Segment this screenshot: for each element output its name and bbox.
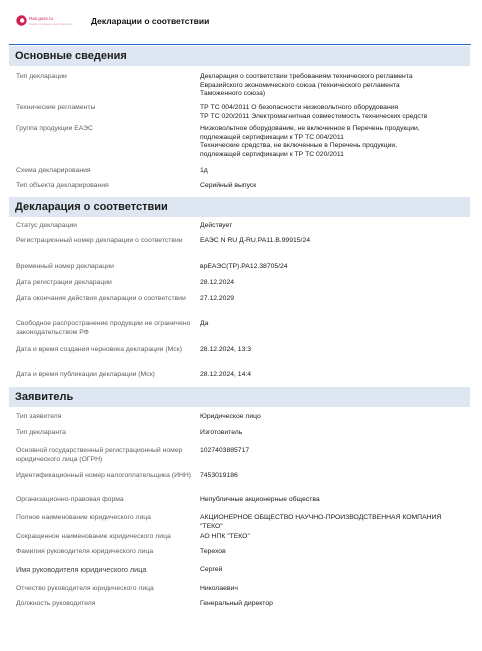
value-line: АО НПК "ТЕКО" xyxy=(200,533,250,540)
value-line: ТР ТС 004/2011 О безопасности низковольтного оборудования xyxy=(200,104,399,111)
field-value xyxy=(200,104,462,121)
field-label: Технические регламенты xyxy=(16,104,96,111)
value-line: 28.12.2024 xyxy=(200,279,235,286)
value-line: Декларация о соответствии требованиям технического регламента xyxy=(200,73,413,80)
value-line: Изготовитель xyxy=(200,429,243,436)
value-line: Технические средства, не включенные в Перечень продукции, xyxy=(200,142,398,150)
field-label: Тип декларации xyxy=(16,73,67,80)
field-value xyxy=(200,346,462,355)
header-divider xyxy=(9,44,471,45)
field-label: Сокращенное наименование юридического лица xyxy=(16,533,171,540)
field-value xyxy=(200,429,462,438)
value-line: Евразийского экономического союза (технического регламента xyxy=(200,81,400,89)
field-value xyxy=(200,279,462,288)
field-value xyxy=(200,472,462,481)
field-label: Должность руководителя xyxy=(16,600,96,607)
logo[interactable] xyxy=(16,15,80,37)
field-label: Схема декларирования xyxy=(16,167,91,174)
field-value xyxy=(200,514,462,531)
value-line: 7453019186 xyxy=(200,472,238,479)
value-line: "ТЕКО" xyxy=(200,522,223,530)
field-label: Тип объекта декларирования xyxy=(16,182,109,189)
field-label: Свободное распространение продукции не ограничено законодательством РФ xyxy=(16,320,191,336)
field-label: Дата регистрации декларации xyxy=(16,279,112,286)
field-label: Дата и время создания черновика декларации (Мск) xyxy=(16,346,182,353)
field-value xyxy=(200,600,462,609)
field-value xyxy=(200,413,462,422)
value-line: Юридическое лицо xyxy=(200,413,261,420)
value-line: Непубличные акционерные общества xyxy=(200,496,320,503)
field-label: Статус декларации xyxy=(16,222,77,229)
value-line: АКЦИОНЕРНОЕ ОБЩЕСТВО НАУЧНО-ПРОИЗВОДСТВЕННАЯ КОМПАНИЯ xyxy=(200,514,442,521)
field-label: Идентификационный номер налогоплательщика (ИНН) xyxy=(16,472,192,479)
logo-subtitle: сервис проверки сертификатов xyxy=(29,22,73,26)
field-value xyxy=(200,585,462,594)
header xyxy=(0,0,482,44)
field-label: Имя руководителя юридического лица xyxy=(16,565,147,574)
value-line: Николаевич xyxy=(200,585,238,592)
value-line: Серийный выпуск xyxy=(200,182,257,189)
field-label: Дата окончания действия декларации о соответствии xyxy=(16,295,186,302)
section-header-main-info: Основные сведения xyxy=(9,46,470,66)
field-value xyxy=(200,496,462,505)
field-label: Организационно-правовая форма xyxy=(16,496,124,503)
value-line: врЕАЭС(ТР).РА12.38705/24 xyxy=(200,263,288,270)
field-label: Отчество руководителя юридического лица xyxy=(16,585,154,592)
field-value xyxy=(200,237,462,246)
logo-icon xyxy=(16,15,27,26)
value-line: Действует xyxy=(200,222,233,229)
field-value xyxy=(200,263,462,272)
field-value xyxy=(200,73,462,99)
value-line: подлежащей сертификации к ТР ТС 004/2011 xyxy=(200,133,344,141)
value-line: Терехов xyxy=(200,548,226,555)
field-value xyxy=(200,167,462,176)
field-label: Основной государственный регистрационный номер юридического лица (ОГРН) xyxy=(16,447,183,463)
logo-text: Ras.goss.ru xyxy=(29,16,54,21)
field-value xyxy=(200,447,462,456)
page-title: Декларации о соответствии xyxy=(91,16,210,26)
value-line: Генеральный директор xyxy=(200,600,273,607)
value-line: 1д xyxy=(200,167,208,174)
field-label: Фамилия руководителя юридического лица xyxy=(16,548,154,555)
section-header-applicant: Заявитель xyxy=(9,387,470,407)
field-value xyxy=(200,566,462,575)
field-label: Тип декларанта xyxy=(16,429,66,436)
field-value xyxy=(200,320,462,329)
value-line: ТР ТС 020/2011 Электромагнитная совместимость технических средств xyxy=(200,112,428,120)
field-label: Тип заявителя xyxy=(16,413,62,420)
field-value xyxy=(200,125,462,159)
value-line: 28.12.2024, 14:4 xyxy=(200,371,252,378)
field-value xyxy=(200,295,462,304)
field-label: Группа продукции ЕАЭС xyxy=(16,125,93,132)
field-value xyxy=(200,182,462,191)
value-line: 27.12.2029 xyxy=(200,295,235,302)
value-line: 1027403885717 xyxy=(200,447,250,454)
value-line: 28.12.2024, 13:3 xyxy=(200,346,252,353)
field-value xyxy=(200,371,462,380)
section-header-declaration: Декларация о соответствии xyxy=(9,197,470,217)
field-label: Полное наименование юридического лица xyxy=(16,514,151,521)
field-value xyxy=(200,548,462,557)
field-label: Временный номер декларации xyxy=(16,263,114,270)
field-label: Регистрационный номер декларации о соответствии xyxy=(16,237,183,244)
field-label: Дата и время публикации декларации (Мск) xyxy=(16,371,155,378)
field-value xyxy=(200,222,462,231)
value-line: подлежащей сертификации к ТР ТС 020/2011 xyxy=(200,150,344,158)
value-line: Низковольтное оборудование, не включенное в Перечень продукции, xyxy=(200,125,420,132)
value-line: Сергей xyxy=(200,566,223,573)
value-line: Таможенного союза) xyxy=(200,90,266,98)
value-line: Да xyxy=(200,320,209,327)
field-value xyxy=(200,533,462,542)
value-line: ЕАЭС N RU Д-RU.РА11.В.99915/24 xyxy=(200,237,311,244)
